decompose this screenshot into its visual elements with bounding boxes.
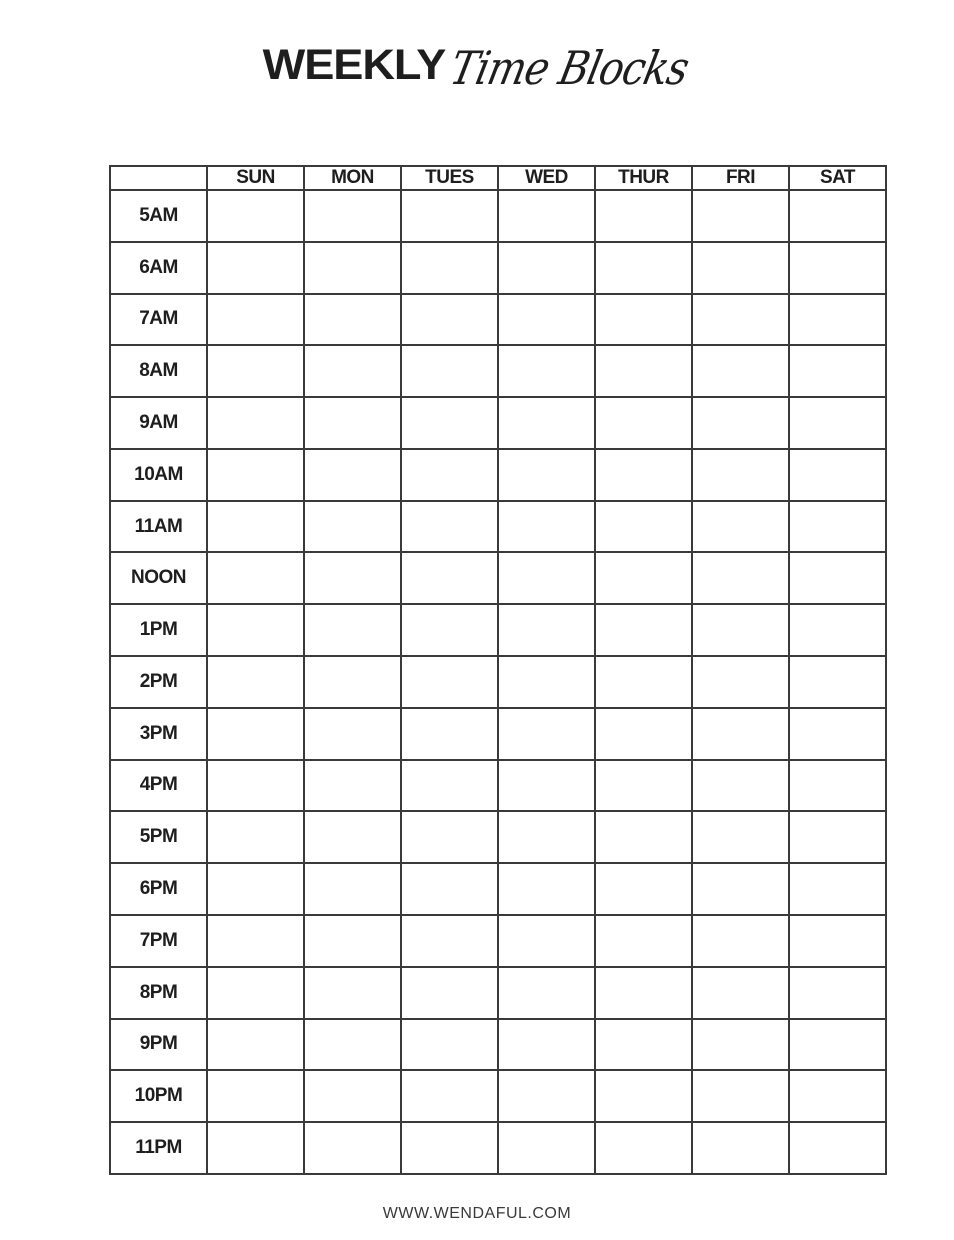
time-block-cell[interactable] [207,242,304,294]
corner-cell [110,166,207,190]
time-block-cell[interactable] [207,915,304,967]
time-row [110,1122,886,1174]
time-block-cell[interactable] [789,1019,886,1071]
time-row [110,967,886,1019]
time-block-cell[interactable] [498,967,595,1019]
time-row [110,863,886,915]
time-block-cell[interactable] [498,552,595,604]
time-block-cell[interactable] [595,294,692,346]
time-block-cell[interactable] [595,1122,692,1174]
time-block-cell[interactable] [595,708,692,760]
time-block-cell[interactable] [692,294,789,346]
time-block-cell[interactable] [789,656,886,708]
time-label: 6AM [110,242,207,294]
time-label: 3PM [110,708,207,760]
time-block-cell[interactable] [789,501,886,553]
time-label: 11AM [110,501,207,553]
time-block-cell[interactable] [692,811,789,863]
time-row [110,708,886,760]
time-block-cell[interactable] [595,967,692,1019]
weekly-planner-grid [109,165,887,1175]
time-block-cell[interactable] [304,863,401,915]
time-block-cell[interactable] [207,1122,304,1174]
time-block-cell[interactable] [789,1122,886,1174]
day-header-mon: MON [304,166,401,190]
time-block-cell[interactable] [498,1019,595,1071]
time-row [110,811,886,863]
time-block-cell[interactable] [207,1019,304,1071]
time-block-cell[interactable] [498,345,595,397]
time-label: 7PM [110,915,207,967]
time-row [110,1070,886,1122]
time-label: 5PM [110,811,207,863]
time-label: 2PM [110,656,207,708]
time-block-cell[interactable] [789,552,886,604]
time-block-cell[interactable] [401,397,498,449]
time-block-cell[interactable] [498,760,595,812]
time-block-cell[interactable] [692,501,789,553]
day-header-tues: TUES [401,166,498,190]
time-block-cell[interactable] [789,190,886,242]
time-block-cell[interactable] [692,760,789,812]
time-block-cell[interactable] [498,863,595,915]
time-block-cell[interactable] [498,1122,595,1174]
time-block-cell[interactable] [498,656,595,708]
header-row [110,166,886,190]
time-block-cell[interactable] [498,915,595,967]
time-block-cell[interactable] [207,604,304,656]
day-header-sat: SAT [789,166,886,190]
time-block-cell[interactable] [304,294,401,346]
time-label: 9AM [110,397,207,449]
time-block-cell[interactable] [595,397,692,449]
time-block-cell[interactable] [304,760,401,812]
time-block-cell[interactable] [498,242,595,294]
time-block-cell[interactable] [692,708,789,760]
time-block-cell[interactable] [207,708,304,760]
time-label: 9PM [110,1019,207,1071]
time-label: 1PM [110,604,207,656]
time-block-cell[interactable] [498,1070,595,1122]
time-block-cell[interactable] [401,449,498,501]
time-block-cell[interactable] [498,397,595,449]
time-label: 10AM [110,449,207,501]
time-block-cell[interactable] [401,242,498,294]
time-block-cell[interactable] [498,604,595,656]
time-block-cell[interactable] [595,501,692,553]
time-block-cell[interactable] [304,190,401,242]
time-block-cell[interactable] [304,967,401,1019]
time-block-cell[interactable] [692,863,789,915]
time-block-cell[interactable] [207,552,304,604]
time-block-cell[interactable] [207,760,304,812]
time-block-cell[interactable] [498,190,595,242]
time-block-cell[interactable] [789,915,886,967]
time-block-cell[interactable] [595,1019,692,1071]
time-block-cell[interactable] [401,604,498,656]
day-header-thur: THUR [595,166,692,190]
time-block-cell[interactable] [207,397,304,449]
time-block-cell[interactable] [207,1070,304,1122]
time-block-cell[interactable] [789,811,886,863]
time-block-cell[interactable] [304,501,401,553]
time-block-cell[interactable] [401,501,498,553]
time-block-cell[interactable] [692,915,789,967]
time-block-cell[interactable] [595,242,692,294]
time-block-cell[interactable] [692,1122,789,1174]
time-block-cell[interactable] [401,967,498,1019]
time-block-cell[interactable] [692,656,789,708]
time-block-cell[interactable] [595,345,692,397]
time-row [110,449,886,501]
time-label: NOON [110,552,207,604]
time-block-cell[interactable] [304,449,401,501]
time-block-cell[interactable] [304,397,401,449]
time-block-cell[interactable] [692,604,789,656]
time-block-cell[interactable] [207,501,304,553]
time-block-cell[interactable] [789,242,886,294]
time-block-cell[interactable] [304,656,401,708]
time-block-cell[interactable] [789,604,886,656]
time-row [110,345,886,397]
time-block-cell[interactable] [401,294,498,346]
time-block-cell[interactable] [207,449,304,501]
time-block-cell[interactable] [692,190,789,242]
title-bold-text: WEEKLY [262,40,446,89]
time-block-cell[interactable] [789,760,886,812]
time-block-cell[interactable] [401,811,498,863]
time-label: 7AM [110,294,207,346]
time-row [110,604,886,656]
time-block-cell[interactable] [207,345,304,397]
time-block-cell[interactable] [595,1070,692,1122]
time-block-cell[interactable] [595,604,692,656]
time-block-cell[interactable] [304,345,401,397]
time-block-cell[interactable] [595,863,692,915]
day-header-wed: WED [498,166,595,190]
time-label: 5AM [110,190,207,242]
time-block-cell[interactable] [595,449,692,501]
title-script-text: Time Blocks [445,42,693,96]
time-block-cell[interactable] [207,190,304,242]
time-block-cell[interactable] [692,1019,789,1071]
time-block-cell[interactable] [498,449,595,501]
time-block-cell[interactable] [595,190,692,242]
time-block-cell[interactable] [498,811,595,863]
time-block-cell[interactable] [207,811,304,863]
time-row [110,190,886,242]
time-block-cell[interactable] [401,760,498,812]
page-title [0,30,954,100]
time-block-cell[interactable] [789,397,886,449]
time-block-cell[interactable] [692,345,789,397]
time-block-cell[interactable] [401,1019,498,1071]
time-block-cell[interactable] [789,708,886,760]
time-block-cell[interactable] [692,397,789,449]
time-label: 4PM [110,760,207,812]
time-label: 8AM [110,345,207,397]
time-block-cell[interactable] [401,708,498,760]
time-row [110,501,886,553]
time-block-cell[interactable] [789,967,886,1019]
time-block-cell[interactable] [207,294,304,346]
time-block-cell[interactable] [692,552,789,604]
time-block-cell[interactable] [207,863,304,915]
time-block-cell[interactable] [401,863,498,915]
time-block-cell[interactable] [304,1070,401,1122]
time-label: 8PM [110,967,207,1019]
time-block-cell[interactable] [692,1070,789,1122]
time-block-cell[interactable] [789,863,886,915]
time-block-cell[interactable] [401,1070,498,1122]
time-block-cell[interactable] [789,294,886,346]
time-label: 10PM [110,1070,207,1122]
footer-url: WWW.WENDAFUL.COM [382,1205,572,1222]
time-block-cell[interactable] [692,967,789,1019]
time-block-cell[interactable] [401,190,498,242]
time-block-cell[interactable] [789,1070,886,1122]
time-row [110,760,886,812]
time-block-cell[interactable] [401,656,498,708]
time-block-cell[interactable] [498,294,595,346]
time-block-cell[interactable] [401,345,498,397]
time-block-cell[interactable] [595,760,692,812]
time-block-cell[interactable] [304,552,401,604]
time-block-cell[interactable] [789,345,886,397]
time-label: 6PM [110,863,207,915]
time-block-cell[interactable] [692,449,789,501]
time-block-cell[interactable] [304,1019,401,1071]
time-row [110,1019,886,1071]
time-row [110,294,886,346]
time-block-cell[interactable] [207,656,304,708]
time-block-cell[interactable] [595,915,692,967]
time-block-cell[interactable] [595,552,692,604]
time-block-cell[interactable] [498,708,595,760]
day-header-sun: SUN [207,166,304,190]
time-block-cell[interactable] [304,915,401,967]
time-block-cell[interactable] [401,1122,498,1174]
time-block-cell[interactable] [304,604,401,656]
time-block-cell[interactable] [595,656,692,708]
time-block-cell[interactable] [304,811,401,863]
time-row [110,397,886,449]
time-label: 11PM [110,1122,207,1174]
time-block-cell[interactable] [304,242,401,294]
time-row [110,915,886,967]
time-block-cell[interactable] [401,552,498,604]
time-block-cell[interactable] [304,708,401,760]
time-block-cell[interactable] [207,967,304,1019]
time-row [110,656,886,708]
time-block-cell[interactable] [498,501,595,553]
time-block-cell[interactable] [789,449,886,501]
time-row [110,552,886,604]
time-block-cell[interactable] [692,242,789,294]
time-row [110,242,886,294]
time-block-cell[interactable] [304,1122,401,1174]
time-block-cell[interactable] [595,811,692,863]
day-header-fri: FRI [692,166,789,190]
time-block-cell[interactable] [401,915,498,967]
